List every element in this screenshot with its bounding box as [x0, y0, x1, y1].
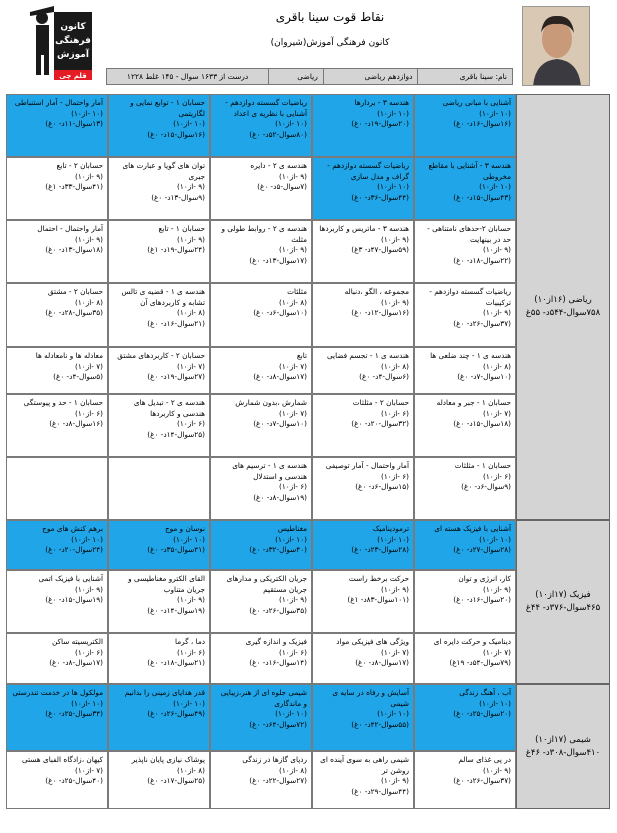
topic-stats: (۴۰سوال-۳۲د- ۰غ) [249, 545, 307, 555]
topic-score: (۷ -از۱۰) [279, 408, 307, 418]
topic-cell [414, 457, 516, 520]
topic-name: حسابان ۱ - توابع نمایی و لگاریتمی [130, 98, 205, 118]
topic-score: (۹ -از۱۰) [483, 765, 511, 775]
kanoon-logo [24, 4, 96, 82]
topic-score: (۱۰ -از۱۰) [479, 534, 511, 544]
topic-stats: (۱۰سوال-۷د- ۰غ) [253, 419, 307, 429]
svg-text:آموزش: آموزش [57, 50, 89, 60]
student-major: ریاضی [268, 69, 323, 84]
topic-cell [6, 751, 108, 809]
topic-name: حسابان ۱ - جبر و معادله [436, 398, 511, 407]
topic-cell [312, 157, 414, 220]
topic-name: مولکول ها در خدمت تندرستی [12, 688, 103, 697]
topic-name: مثلثات [287, 287, 307, 296]
topic-stats: (۴۱سوال-۳۵د- ۰غ) [147, 545, 205, 555]
student-photo [522, 6, 590, 86]
topic-name: فیزیک و اندازه گیری [245, 637, 307, 646]
overall-summary: ۱۲۲۸ درست از ۱۶۳۳ سوال - ۱۴۵ غلط [126, 72, 249, 81]
topic-name: حسابان ۲-حدهای نامتناهی - حد در بینهایت [427, 224, 511, 244]
topic-stats: (۱۷سوال-۸د- ۰غ) [355, 658, 409, 668]
topic-stats: (۲۴سوال-۲۰د- ۰غ) [45, 545, 103, 555]
topic-score: (۸ -از۱۰) [177, 308, 205, 318]
topic-stats: (۲۵سوال-۱۷د- ۰غ) [147, 776, 205, 786]
topic-cell [6, 520, 108, 570]
topic-stats: (۸۰سوال-۵۲د- ۰غ) [249, 129, 307, 139]
topic-stats: (۱۶سوال-۱۲د- ۰غ) [351, 308, 409, 318]
topic-cell [108, 751, 210, 809]
topic-cell [108, 633, 210, 684]
svg-text:فرهنگی: فرهنگی [55, 36, 91, 46]
topic-stats: (۱۰۱سوال-۸۳د- ۱غ) [347, 595, 409, 605]
topic-stats: (۷۲سوال-۶۴د- ۰غ) [249, 719, 307, 729]
topic-stats: (۴۹سوال-۲۶د- ۰غ) [147, 709, 205, 719]
topic-cell [108, 570, 210, 633]
topic-stats: (۱۸سوال-۱۵د- ۰غ) [453, 419, 511, 429]
topic-name: کار، انرژی و توان [458, 574, 511, 583]
student-info-bar [106, 68, 513, 85]
student-grade: دوازدهم ریاضی [323, 69, 418, 84]
student-name: نام: سینا باقری [417, 69, 512, 84]
topic-stats: (۲۰سوال-۱۹د- ۰غ) [351, 119, 409, 129]
topic-cell [210, 520, 312, 570]
topic-stats: (۲۱سوال-۱۸د- ۰غ) [147, 658, 205, 668]
topic-score: (۸ -از۱۰) [177, 765, 205, 775]
report-title: نقاط قوت سینا باقری [275, 10, 385, 24]
topic-cell [6, 570, 108, 633]
topic-score: (۹ -از۱۰) [483, 584, 511, 594]
topic-name: حسابان ۲ - مشتق [47, 287, 103, 296]
topic-cell [108, 520, 210, 570]
topic-stats: (۴۱سوال-۳۳د- ۱غ) [45, 182, 103, 192]
topic-score: (۱۰ -از۱۰) [173, 698, 205, 708]
topic-cell [6, 157, 108, 220]
topic-stats: (۱۶سوال-۸د- ۰غ) [49, 419, 103, 429]
topic-name: توان های گویا و عبارت های جبری [122, 161, 205, 181]
topic-stats: (۴۰سوال-۲۵د- ۰غ) [45, 776, 103, 786]
topic-score: (۷ -از۱۰) [279, 361, 307, 371]
topic-name: حسابان ۱ - مثلثات [454, 461, 511, 470]
topic-score: (۱۰ -از۱۰) [275, 709, 307, 719]
topic-stats: (۳۲سوال-۲۰د- ۰غ) [351, 419, 409, 429]
topic-stats: (۷۹سوال-۵۴د- ۱۹غ) [449, 658, 511, 668]
topic-cell [312, 570, 414, 633]
topic-name: هندسه ۳ - بردارها [354, 98, 409, 107]
topic-cell [6, 684, 108, 751]
topic-name: حسابان ۱ - تابع [158, 224, 205, 233]
topic-name: آب ، آهنگ زندگی [459, 688, 511, 697]
topic-name: آشنایی با فیزیک اتمی [38, 574, 103, 583]
topic-score: (۷ -از۱۰) [483, 647, 511, 657]
topic-cell [108, 684, 210, 751]
topic-name: آشنایی با فیزیک هسته ای [434, 524, 511, 533]
topic-cell [210, 94, 312, 157]
topic-cell [210, 751, 312, 809]
topic-stats: (۲۲سوال-۱۸د- ۰غ) [453, 255, 511, 265]
topic-stats: (۵سوال-۴د- ۰غ) [53, 372, 103, 382]
topic-name: آمار واحتمال - احتمال [37, 224, 103, 233]
topic-score: (۷ -از۱۰) [381, 647, 409, 657]
topic-cell [414, 684, 516, 751]
topic-cell [6, 633, 108, 684]
topic-name: هندسه ی ۲ - دایره [250, 161, 307, 170]
topic-cell [108, 394, 210, 457]
topic-name: برهم کنش های موج [42, 524, 103, 533]
topic-score: (۱۰ -از۱۰) [173, 534, 205, 544]
topic-cell [6, 94, 108, 157]
topic-cell [6, 283, 108, 347]
topic-name: ریاضیات گسسته دوازدهم - گراف و مدل سازی [327, 161, 409, 181]
topic-name: آمار واحتمال - آمار استنباطی [14, 98, 103, 107]
topic-cell [312, 94, 414, 157]
topic-stats: (۲۱سوال-۱۶د- ۰غ) [147, 318, 205, 328]
topic-name: دینامیک و حرکت دایره ای [433, 637, 511, 646]
topic-stats: (۱۳سوال-۱۱د- ۰غ) [45, 119, 103, 129]
topic-score: (۹ -از۱۰) [75, 171, 103, 181]
topic-cell [108, 94, 210, 157]
topic-score: (۹ -از۱۰) [177, 234, 205, 244]
topic-name: هندسه ی ۲ - تبدیل های هندسی و کاربردها [133, 398, 205, 418]
topic-name: هندسه ی ۱ - قضیه ی تالس تشابه و کاربردهای آن [121, 287, 205, 307]
topic-score: (۱۰ -از۱۰) [71, 534, 103, 544]
topic-cell [108, 220, 210, 283]
topic-name: مجموعه ، الگو ،دنباله [344, 287, 409, 296]
topic-stats: (۲۰سوال-۲۵د- ۰غ) [453, 709, 511, 719]
topic-score: (۱۰ -از۱۰) [479, 698, 511, 708]
topic-cell [312, 220, 414, 283]
topic-stats: (۳۷سوال-۲۶د- ۰غ) [453, 318, 511, 328]
topic-cell [414, 570, 516, 633]
topic-cell [312, 394, 414, 457]
topic-cell [312, 751, 414, 809]
svg-text:کانون: کانون [60, 22, 86, 32]
institute-name: کانون فرهنگی آموزش(شیروان) [270, 38, 390, 48]
topic-name: جریان الکتریکی و مدارهای جریان مستقیم [226, 574, 307, 594]
topic-stats: (۹سوال-۱۳د- ۰غ) [151, 192, 205, 202]
topic-name: حسابان ۱ - حد و پیوستگی [23, 398, 103, 407]
topic-cell [312, 633, 414, 684]
topic-score: (۱۰ -از۱۰) [377, 709, 409, 719]
topic-cell [414, 220, 516, 283]
topic-score: (۹ -از۱۰) [279, 171, 307, 181]
topic-stats: (۱۹سوال-۸د- ۰غ) [253, 492, 307, 502]
topic-cell [414, 751, 516, 809]
topic-name: هندسه ی ۱ - ترسیم های هندسی و استدلال [232, 461, 307, 481]
topic-score: (۱۰ -از۱۰) [479, 182, 511, 192]
topic-stats: (۲۸سوال-۲۳د- ۰غ) [351, 545, 409, 555]
topic-score: (۶ -از۱۰) [75, 408, 103, 418]
topic-name: هندسه ۳ - آشنایی با مقاطع مخروطی [428, 161, 511, 181]
topic-name: حسابان ۲ - مثلثات [352, 398, 409, 407]
topic-cell [210, 457, 312, 520]
topic-score: (۶ -از۱۰) [381, 471, 409, 481]
report-header [0, 0, 617, 92]
topic-cell [414, 520, 516, 570]
topic-cell [6, 347, 108, 394]
topic-name: ریاضیات گسسته دوازدهم - ترکیبیات [429, 287, 511, 307]
topic-name: هندسه ۳ - ماتریس و کاربردها [319, 224, 409, 233]
topic-stats: (۹سوال-۶د- ۰غ) [461, 482, 511, 492]
topic-score: (۱۰ -از۱۰) [275, 119, 307, 129]
topic-stats: (۱۷سوال-۸د- ۰غ) [49, 658, 103, 668]
topic-cell [312, 684, 414, 751]
svg-text:قلم چی: قلم چی [59, 72, 87, 80]
topic-stats: (۳۴سوال-۲۵د- ۰غ) [45, 709, 103, 719]
topic-score: (۱۰ -از۱۰) [71, 698, 103, 708]
topic-score: (۹ -از۱۰) [483, 245, 511, 255]
empty-cell [108, 457, 210, 520]
topic-cell [414, 283, 516, 347]
topic-score: (۹ -از۱۰) [279, 595, 307, 605]
subject-summary: شیمی (۱۷از۱۰) ۴۱۰سوال-۳۰۸د- ۴۶غ [516, 684, 610, 809]
topic-cell [312, 457, 414, 520]
topic-stats: (۱۹سوال-۱۴د- ۰غ) [147, 605, 205, 615]
topic-name: ترمودینامیک [372, 524, 409, 533]
strengths-table [6, 94, 610, 831]
topic-score: (۹ -از۱۰) [177, 595, 205, 605]
topic-score: (۱۰ -از۱۰) [173, 119, 205, 129]
topic-name: دما ، گرما [174, 637, 205, 646]
topic-score: (۸ -از۱۰) [75, 297, 103, 307]
topic-cell [6, 394, 108, 457]
topic-name: تابع [296, 351, 307, 360]
topic-score: (۱۰ -از۱۰) [377, 534, 409, 544]
topic-score: (۹ -از۱۰) [381, 584, 409, 594]
topic-stats: (۱۰سوال-۶د- ۰غ) [253, 308, 307, 318]
topic-cell [108, 157, 210, 220]
topic-score: (۷ -از۱۰) [483, 408, 511, 418]
topic-score: (۶ -از۱۰) [75, 647, 103, 657]
topic-name: القای الکترو مغناطیسی و جریان متناوب [128, 574, 205, 594]
topic-score: (۸ -از۱۰) [279, 765, 307, 775]
topic-stats: (۲۷سوال-۱۹د- ۰غ) [147, 372, 205, 382]
topic-stats: (۵۹سوال-۴۷د- ۳غ) [351, 245, 409, 255]
topic-name: حسابان ۲ - تابع [56, 161, 103, 170]
topic-stats: (۳۷سوال-۲۶د- ۰غ) [453, 776, 511, 786]
topic-stats: (۲۰سوال-۱۶د- ۰غ) [453, 595, 511, 605]
subject-summary: فیزیک (۱۷از۱۰) ۴۶۵سوال-۳۷۶د- ۴۴غ [516, 520, 610, 684]
topic-name: ردپای گازها در زندگی [242, 755, 307, 764]
topic-cell [108, 347, 210, 394]
topic-name: آشنایی با مبانی ریاضی [442, 98, 511, 107]
topic-stats: (۴۳سوال-۱۵د- ۰غ) [453, 192, 511, 202]
topic-stats: (۲۴سوال-۱۹د- ۱غ) [147, 245, 205, 255]
topic-stats: (۳۵سوال-۲۶د- ۰غ) [249, 605, 307, 615]
topic-name: در پی غذای سالم [458, 755, 511, 764]
topic-cell [414, 394, 516, 457]
topic-cell [210, 347, 312, 394]
topic-score: (۹ -از۱۰) [381, 234, 409, 244]
topic-score: (۱۰ -از۱۰) [377, 108, 409, 118]
topic-name: پوشاک نیازی پایان ناپذیر [131, 755, 205, 764]
topic-cell [414, 157, 516, 220]
topic-score: (۸ -از۱۰) [279, 297, 307, 307]
topic-score: (۱۰ -از۱۰) [479, 108, 511, 118]
topic-score: (۶ -از۱۰) [177, 647, 205, 657]
topic-cell [210, 220, 312, 283]
topic-score: (۹ -از۱۰) [75, 584, 103, 594]
topic-cell [210, 157, 312, 220]
topic-cell [312, 520, 414, 570]
topic-stats: (۱۸سوال-۱۳د- ۰غ) [45, 245, 103, 255]
topic-name: هندسه ی ۱ - تجسم فضایی [326, 351, 409, 360]
topic-score: (۷ -از۱۰) [177, 361, 205, 371]
topic-name: هندسه ی ۱ - چند ضلعی ها [430, 351, 511, 360]
topic-cell [108, 283, 210, 347]
topic-name: حرکت برخط راست [348, 574, 409, 583]
topic-stats: (۵۵سوال-۴۲د- ۰غ) [351, 719, 409, 729]
topic-name: آسایش و رفاه در سایه ی شیمی [332, 688, 409, 708]
topic-score: (۹ -از۱۰) [177, 182, 205, 192]
topic-score: (۶ -از۱۰) [279, 482, 307, 492]
topic-score: (۸ -از۱۰) [381, 361, 409, 371]
topic-stats: (۱۰سوال-۷د- ۰غ) [457, 372, 511, 382]
topic-score: (۶ -از۱۰) [279, 647, 307, 657]
topic-cell [210, 283, 312, 347]
topic-name: هندسه ی ۲ - روابط طولی و مثلث [221, 224, 307, 244]
topic-score: (۱۰ -از۱۰) [377, 182, 409, 192]
topic-stats: (۱۹سوال-۱۵د- ۰غ) [45, 595, 103, 605]
topic-name: شیمی راهی به سوی آینده ای روشن تر [320, 755, 409, 775]
topic-cell [312, 347, 414, 394]
topic-name: کیهان ،زادگاه الفبای هستی [22, 755, 103, 764]
topic-score: (۱۰ -از۱۰) [275, 534, 307, 544]
topic-score: (۹ -از۱۰) [279, 245, 307, 255]
topic-cell [210, 570, 312, 633]
topic-score: (۸ -از۱۰) [483, 361, 511, 371]
topic-cell [414, 94, 516, 157]
topic-name: شیمی جلوه ای از هنر،زیبایی و ماندگاری [220, 688, 307, 708]
topic-name: ویژگی های فیزیکی مواد [336, 637, 409, 646]
topic-score: (۷ -از۱۰) [75, 361, 103, 371]
subject-summary: ریاضی (۱۶از۱۰) ۷۵۸سوال-۵۴۴د- ۵۵غ [516, 94, 610, 520]
topic-stats: (۱۶سوال-۱۵د- ۰غ) [147, 129, 205, 139]
topic-stats: (۱۷سوال-۱۳د- ۰غ) [249, 255, 307, 265]
topic-stats: (۲۸سوال-۲۷د- ۰غ) [453, 545, 511, 555]
topic-name: حسابان ۲ - کاربردهای مشتق [117, 351, 205, 360]
topic-cell [414, 633, 516, 684]
topic-stats: (۲۷سوال-۲۲د- ۰غ) [249, 776, 307, 786]
topic-stats: (۲۵سوال-۱۴د- ۰غ) [147, 429, 205, 439]
topic-name: نوسان و موج [164, 524, 205, 533]
topic-name: الکتریسیته ساکن [51, 637, 103, 646]
topic-score: (۹ -از۱۰) [483, 308, 511, 318]
topic-score: (۹ -از۱۰) [75, 234, 103, 244]
topic-stats: (۳۵سوال-۲۸د- ۰غ) [45, 308, 103, 318]
topic-score: (۷ -از۱۰) [75, 765, 103, 775]
topic-cell [210, 633, 312, 684]
topic-name: شمارش ،بدون شمارش [235, 398, 307, 407]
topic-score: (۱۰ -از۱۰) [71, 108, 103, 118]
empty-cell [6, 457, 108, 520]
topic-name: آمار واحتمال - آمار توصیفی [325, 461, 409, 470]
topic-name: ریاضیات گسسته دوازدهم - آشنایی با نظریه ی اعداد [225, 98, 307, 118]
topic-cell [312, 283, 414, 347]
topic-stats: (۴۴سوال-۳۶د- ۰غ) [351, 192, 409, 202]
topic-stats: (۷سوال-۵د- ۰غ) [257, 182, 307, 192]
topic-score: (۶ -از۱۰) [177, 419, 205, 429]
topic-stats: (۶سوال-۴د- ۰غ) [359, 372, 409, 382]
topic-stats: (۱۵سوال-۶د- ۰غ) [355, 482, 409, 492]
topic-score: (۹ -از۱۰) [381, 776, 409, 786]
topic-stats: (۴۴سوال-۲۹د- ۰غ) [351, 786, 409, 796]
topic-score: (۶ -از۱۰) [483, 471, 511, 481]
topic-score: (۶ -از۱۰) [381, 408, 409, 418]
topic-name: معادله ها و نامعادله ها [35, 351, 103, 360]
topic-cell [210, 684, 312, 751]
topic-stats: (۱۷سوال-۸د- ۰غ) [253, 372, 307, 382]
topic-stats: (۱۴سوال-۱۶د- ۰غ) [249, 658, 307, 668]
topic-name: مغناطیس [277, 524, 307, 533]
topic-stats: (۱۶سوال-۱۶د- ۰غ) [453, 119, 511, 129]
topic-name: قدر هدایای زمینی را بدانیم [124, 688, 205, 697]
topic-score: (۹ -از۱۰) [381, 297, 409, 307]
topic-cell [210, 394, 312, 457]
topic-cell [6, 220, 108, 283]
topic-cell [414, 347, 516, 394]
